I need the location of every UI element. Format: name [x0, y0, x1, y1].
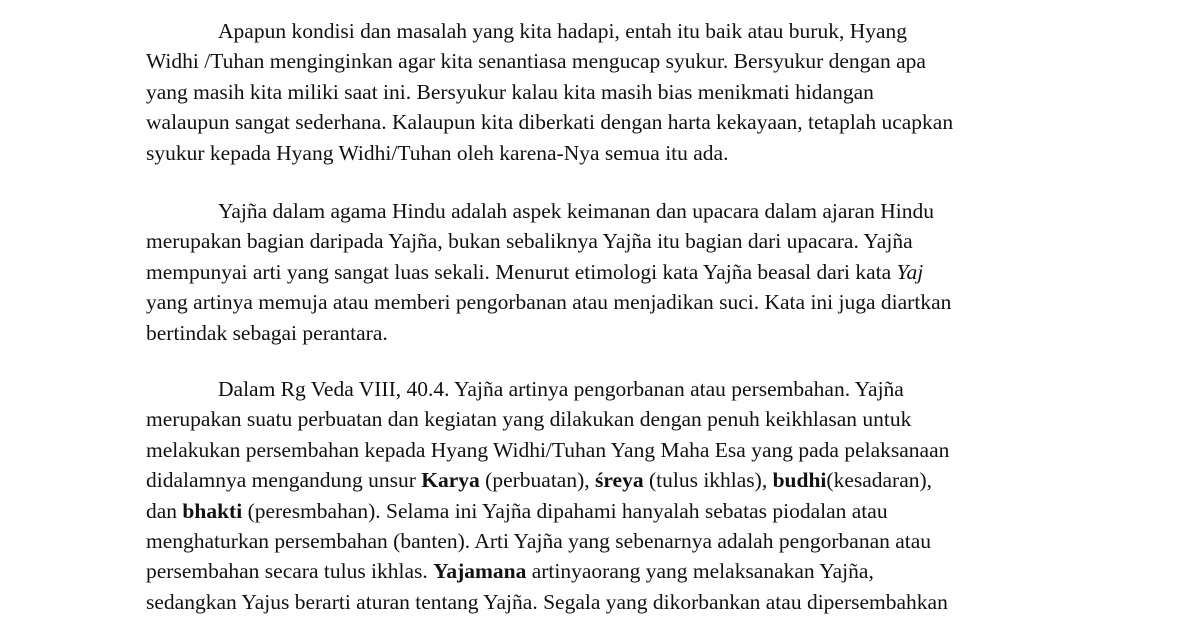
line-text: (perbuatan), — [479, 468, 596, 493]
paragraph-line: yang artinya memuja atau memberi pengorbanan atau menjadikan suci. Kata ini juga diartkan — [146, 290, 952, 315]
paragraph-line: merupakan suatu perbuatan dan kegiatan yang dilakukan dengan penuh keikhlasan untuk — [146, 407, 912, 432]
paragraph-line: bertindak sebagai perantara. — [146, 320, 388, 345]
paragraph-line: merupakan bagian daripada Yajña, bukan sebaliknya Yajña itu bagian dari upacara. Yajña — [146, 229, 913, 254]
paragraph-gratitude — [146, 16, 1066, 168]
paragraph-line: Yajña dalam agama Hindu adalah aspek keimanan dan upacara dalam ajaran Hindu — [218, 199, 934, 223]
bold-term-karya: Karya — [421, 468, 480, 493]
line-text: mempunyai arti yang sangat luas sekali. Menurut etimologi kata Yajña beasal dari kata — [146, 259, 897, 284]
paragraph-line — [146, 496, 1066, 526]
bold-term-budhi: budhi — [772, 468, 827, 493]
line-text: persembahan secara tulus ikhlas. — [146, 559, 434, 584]
line-text: (peresmbahan). Selama ini Yajña dipahami hanyalah sebatas piodalan atau — [242, 498, 888, 523]
line-text: (kesadaran), — [826, 468, 933, 493]
paragraph-line — [146, 257, 1066, 287]
bold-term-sreya: śreya — [595, 468, 644, 493]
paragraph-yajna-definition — [146, 196, 1066, 348]
paragraph-line: menghaturkan persembahan (banten). Arti Yajña yang sebenarnya adalah pengorbanan atau — [146, 528, 932, 553]
paragraph-line: syukur kepada Hyang Widhi/Tuhan oleh karena-Nya semua itu ada. — [146, 140, 729, 165]
bold-term-yajamana: Yajamana — [433, 559, 527, 584]
line-text: artinyaorang yang melaksanakan Yajña, — [526, 559, 874, 584]
paragraph-line: yang masih kita miliki saat ini. Bersyukur kalau kita masih bias menikmati hidangan — [146, 79, 874, 104]
paragraph-rg-veda — [146, 374, 1066, 617]
paragraph-line — [146, 556, 1066, 586]
paragraph-line — [146, 465, 1066, 495]
italic-term: Yaj — [896, 259, 924, 284]
paragraph-line: Apapun kondisi dan masalah yang kita hadapi, entah itu baik atau buruk, Hyang — [218, 19, 908, 43]
paragraph-line: walaupun sangat sederhana. Kalaupun kita diberkati dengan harta kekayaan, tetaplah ucapkan — [146, 110, 954, 135]
line-text: dan — [146, 498, 183, 523]
paragraph-line: Dalam Rg Veda VIII, 40.4. Yajña artinya pengorbanan atau persembahan. Yajña — [218, 377, 904, 401]
paragraph-line: Widhi /Tuhan menginginkan agar kita senantiasa mengucap syukur. Bersyukur dengan apa — [146, 49, 926, 74]
paragraph-line: melakukan persembahan kepada Hyang Widhi/Tuhan Yang Maha Esa yang pada pelaksanaan — [146, 437, 950, 462]
line-text: didalamnya mengandung unsur — [146, 468, 422, 493]
paragraph-line: sedangkan Yajus berarti aturan tentang Yajña. Segala yang dikorbankan atau dipersembahkan — [146, 589, 948, 614]
bold-term-bhakti: bhakti — [182, 498, 243, 523]
line-text: (tulus ikhlas), — [643, 468, 773, 493]
